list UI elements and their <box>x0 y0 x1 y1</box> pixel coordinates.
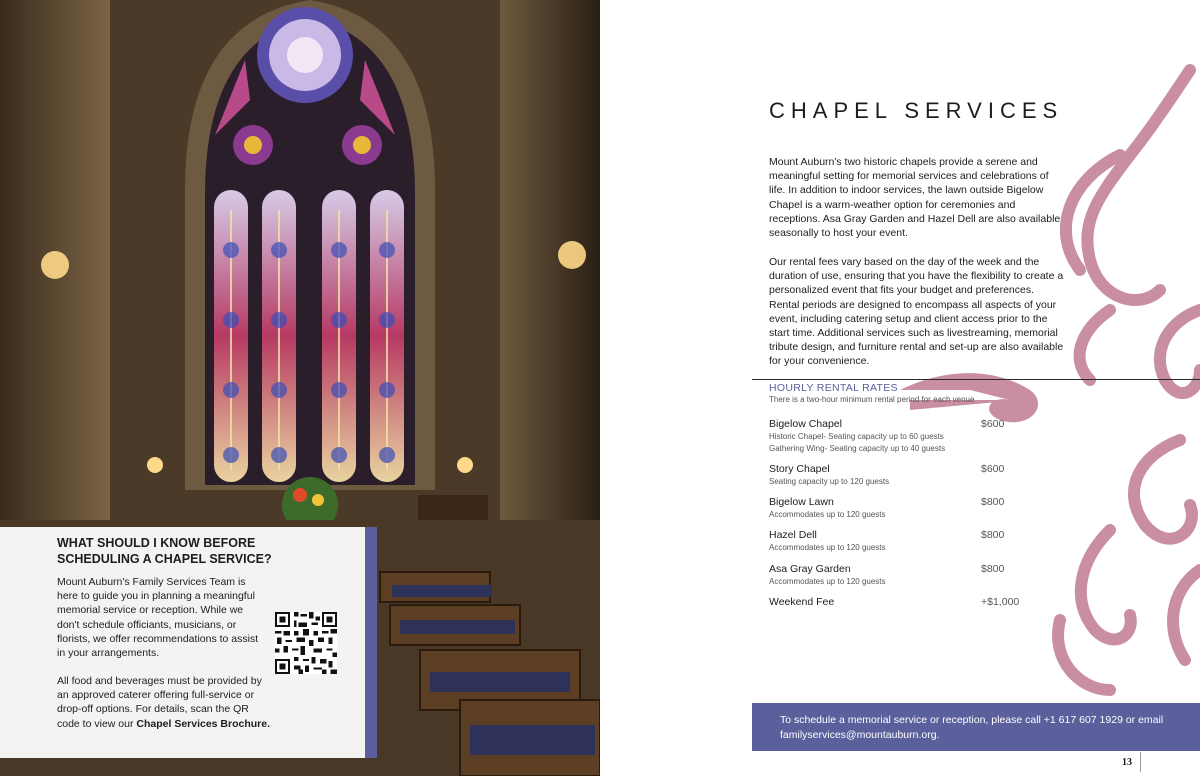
venue-row <box>769 596 1069 609</box>
venue-name: Story Chapel <box>769 463 830 475</box>
rates-subheading: There is a two-hour minimum rental period for each venue <box>769 395 975 404</box>
info-box-accent-bar <box>365 527 377 758</box>
rental-fees-paragraph: Our rental fees vary based on the day of the week and the duration of use, ensuring that you have the flexibility to create a personalized event that fits your budget and preferences. Rental periods are designed to encompass all aspects of your event, including catering setup and client access prior to the start time. Additional services such as livestreaming, memorial tribute design, and furniture rental and set-up are also available for your convenience. <box>769 256 1064 368</box>
venue-name: Hazel Dell <box>769 529 817 541</box>
venue-name: Weekend Fee <box>769 596 835 608</box>
venue-name: Bigelow Lawn <box>769 496 834 508</box>
venue-price: $800 <box>981 529 1005 541</box>
venue-desc: Seating capacity up to 120 guests <box>769 477 890 486</box>
info-box-heading: WHAT SHOULD I KNOW BEFORE SCHEDULING A CHAPEL SERVICE? <box>57 536 272 566</box>
venue-row <box>769 418 1069 454</box>
page-number-rule <box>1140 752 1141 772</box>
venue-name: Asa Gray Garden <box>769 563 851 575</box>
info-box-paragraph-2-lead: All food and beverages must be provided by an approved caterer offering full-service or drop-off options. For details, scan the QR code to view our <box>57 675 262 730</box>
venue-row <box>769 529 1069 554</box>
intro-paragraph: Mount Auburn's two historic chapels provide a serene and meaningful setting for memorial services and celebrations of life. In addition to indoor services, the lawn outside Bigelow Chapel is a warm-weather option for ceremonies and receptions. Asa Gray Garden and Hazel Dell are also available seasonally to host your event. <box>769 156 1061 240</box>
contact-text[interactable]: To schedule a memorial service or reception, please call +1 617 607 1929 or email familyservices@mountauburn.org. <box>780 714 1164 741</box>
venue-row <box>769 463 1069 488</box>
brochure-link[interactable]: Chapel Services Brochure. <box>136 717 271 730</box>
divider-line <box>752 379 1200 380</box>
venue-price: +$1,000 <box>981 596 1020 608</box>
venue-name: Bigelow Chapel <box>769 418 842 430</box>
info-box-paragraph-1: Mount Auburn's Family Services Team is here to guide you in planning a meaningful memorial service or reception. While we don't schedule officiants, musicians, or florists, we offer recommendations to assist in your arrangements. <box>57 576 259 660</box>
venue-desc: Historic Chapel- Seating capacity up to 60 guests <box>769 432 944 441</box>
venue-row <box>769 496 1069 521</box>
venue-desc: Accommodates up to 120 guests <box>769 510 886 519</box>
venue-desc-2: Gathering Wing- Seating capacity up to 40 guests <box>769 443 946 453</box>
contact-banner <box>752 703 1200 751</box>
venue-price: $600 <box>981 463 1005 475</box>
rates-heading: HOURLY RENTAL RATES <box>769 382 898 394</box>
page-title: CHAPEL SERVICES <box>769 98 1064 123</box>
page-number: 13 <box>1122 757 1132 768</box>
venue-desc: Accommodates up to 120 guests <box>769 543 886 552</box>
venue-price: $600 <box>981 418 1005 430</box>
venue-price: $800 <box>981 496 1005 508</box>
venue-price: $800 <box>981 563 1005 575</box>
qr-code-icon[interactable] <box>275 612 337 674</box>
venue-row <box>769 563 1069 588</box>
venue-desc: Accommodates up to 120 guests <box>769 577 886 586</box>
info-box-paragraph-2 <box>57 674 272 731</box>
